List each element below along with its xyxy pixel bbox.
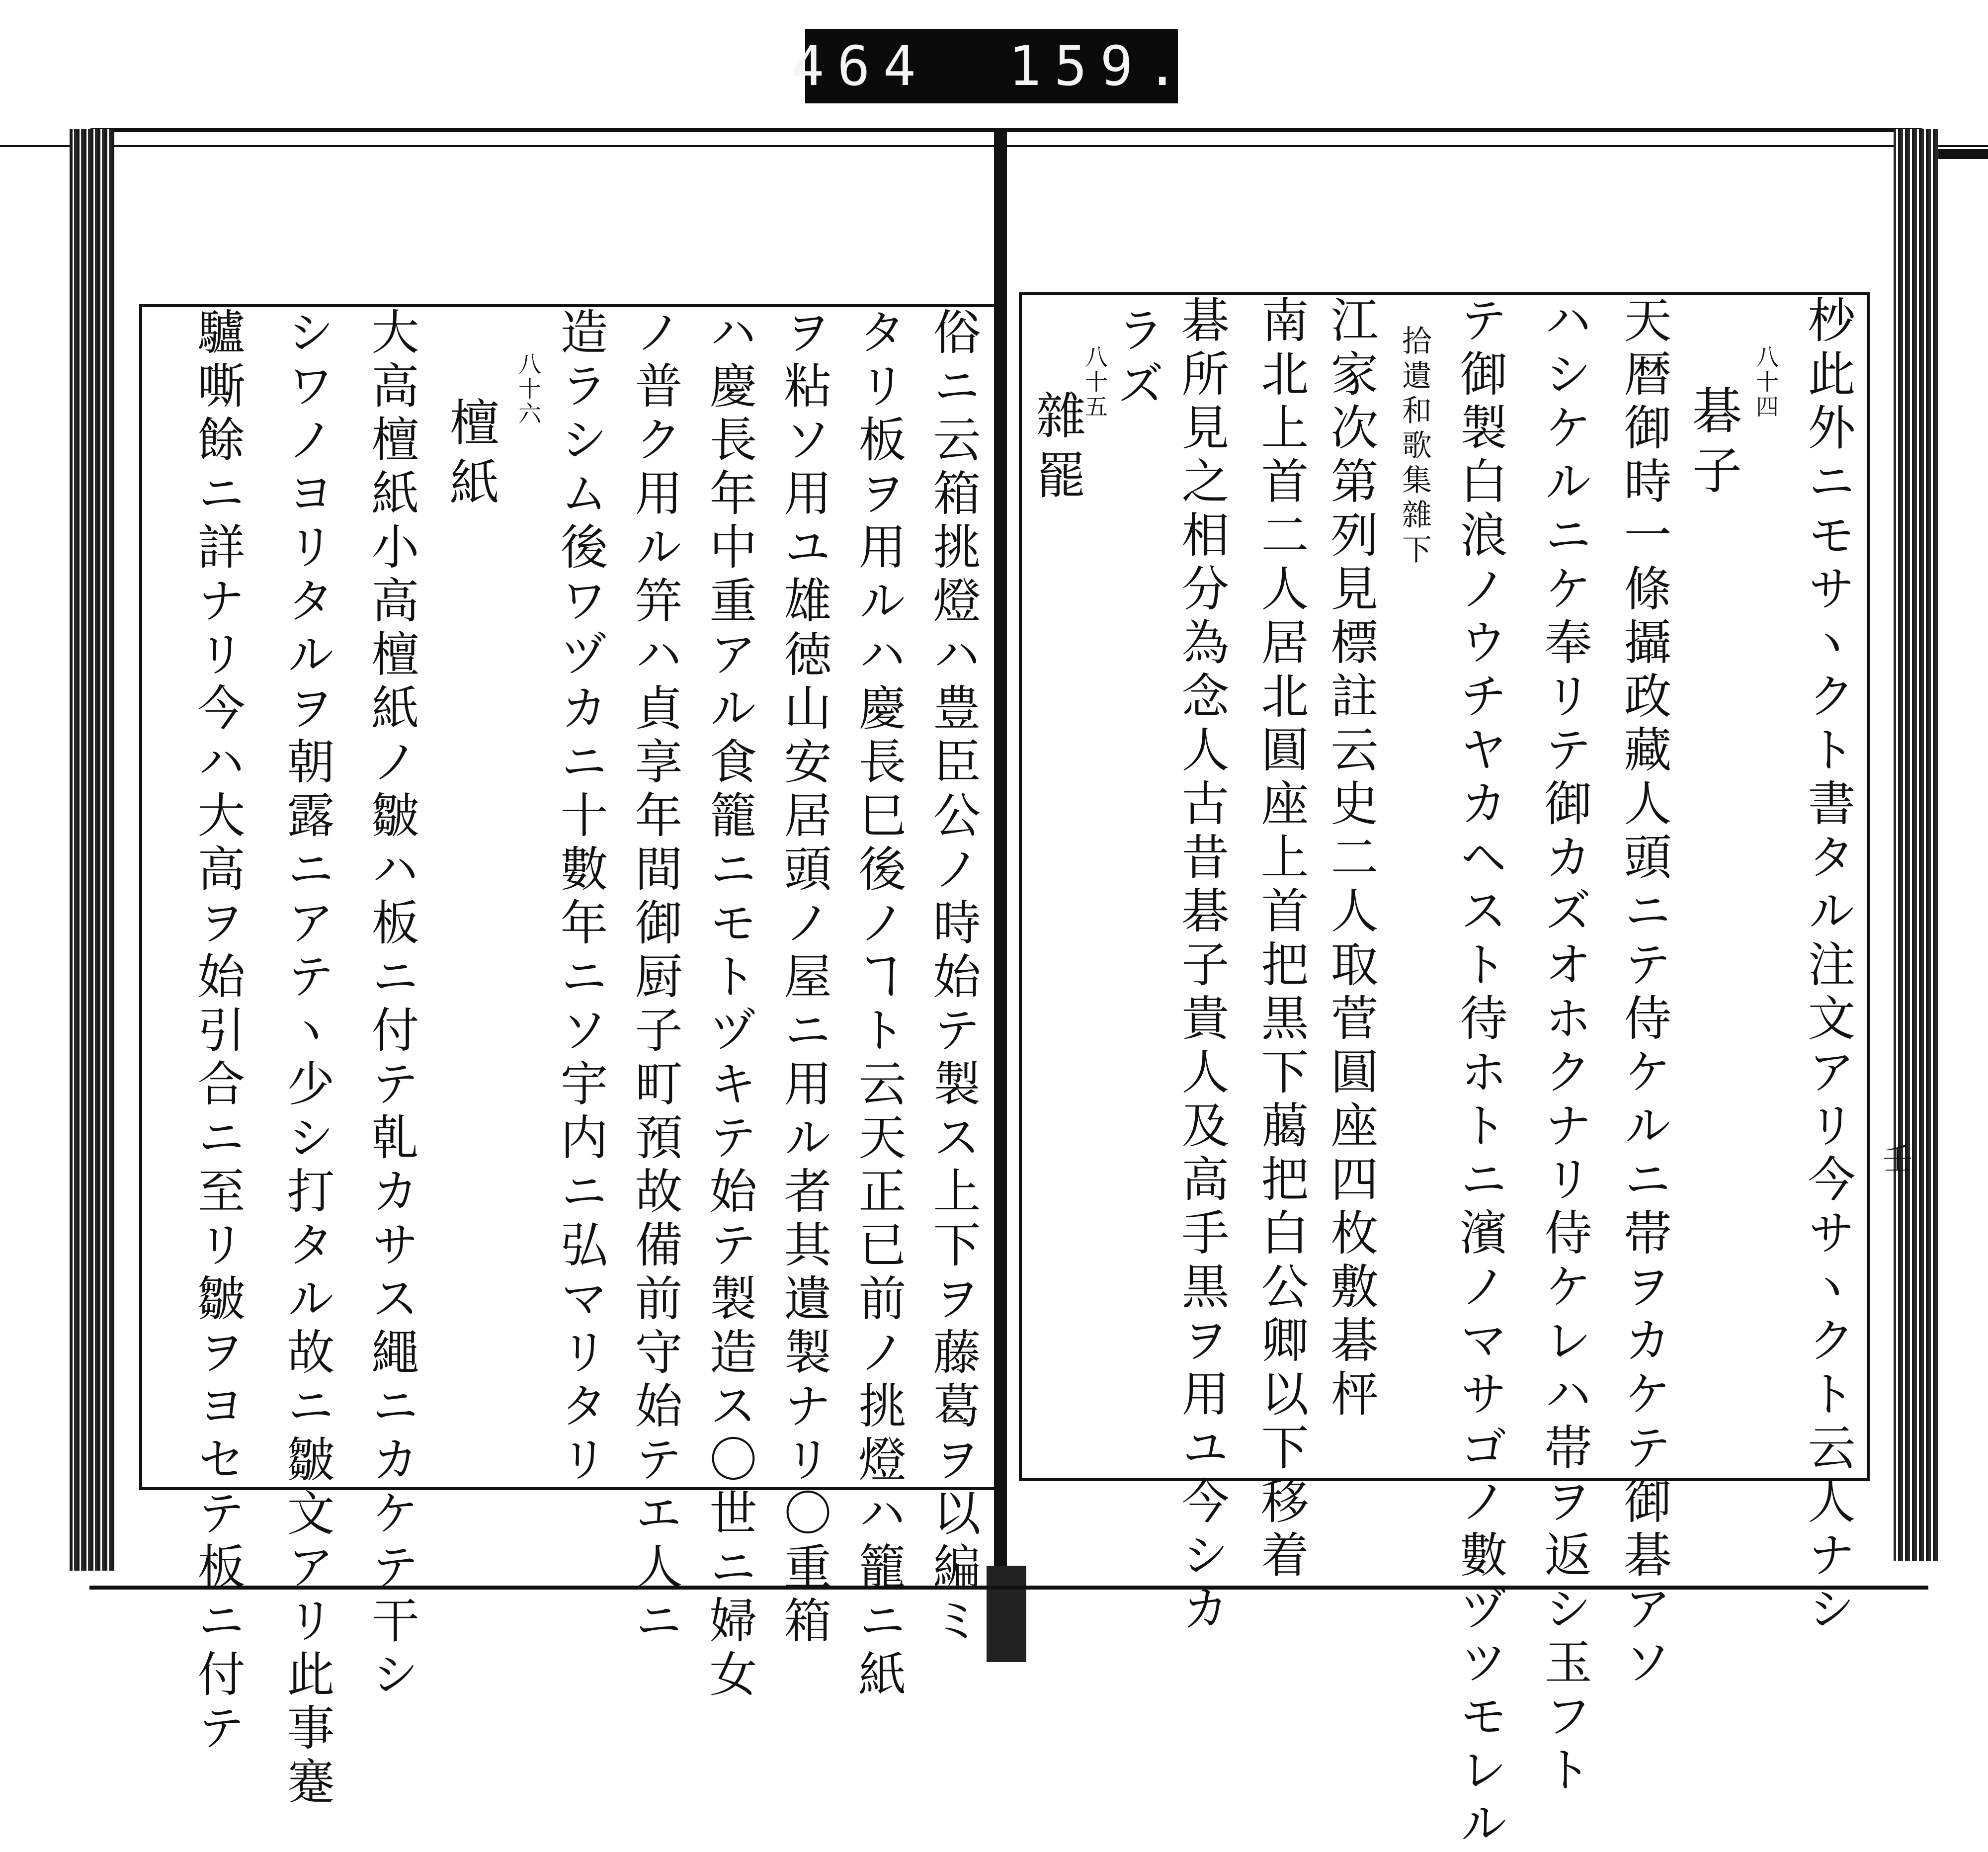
text-column: ハ慶長年中重アル食籠ニモトヅキテ始テ製造ス〇世ニ婦女 <box>702 307 757 1703</box>
text-column: シワノヨリタルヲ朝露ニアテヽ少シ打タル故ニ皺文アリ此事蹇 <box>279 307 335 1810</box>
book-fore-edge-left <box>70 129 114 1571</box>
section-heading: 檀紙 <box>441 397 499 516</box>
section-heading: 雜罷 <box>1028 390 1086 509</box>
section-heading: 碁子 <box>1684 385 1742 504</box>
text-column: ノ普ク用ル笄ハ貞享年間御厨子町預故備前守始テエ人ニ <box>627 307 683 1649</box>
text-column: 江家次第列見標註云史二人取菅圓座四枚敷碁枰 <box>1323 295 1379 1423</box>
film-number-right: 159. <box>1008 34 1192 98</box>
text-column: ラズ <box>1109 305 1165 413</box>
text-column: 南北上首二人居北圓座上首把黒下﨟把白公卿以下移着 <box>1253 295 1309 1584</box>
right-page-text-frame <box>1019 292 1870 1852</box>
text-column: 杪此外ニモサヽクト書タル注文アリ今サヽクト云人ナシ <box>1800 295 1856 1637</box>
section-number: 八十四 <box>1752 345 1779 420</box>
section-number: 八十六 <box>515 352 542 426</box>
text-column: ヲ粘ソ用ユ雄徳山安居頭ノ屋ニ用ル者其遺製ナリ〇重箱 <box>776 307 832 1649</box>
book-fore-edge-right <box>1894 129 1938 1561</box>
film-number-left: 464 <box>791 34 929 98</box>
page-marker: 壬 <box>1878 1143 1912 1173</box>
text-column: 驢嘶餘ニ詳ナリ今ハ大高ヲ始引合ニ至リ皺ヲヨセテ板ニ付テ <box>190 307 246 1757</box>
left-page-text-frame <box>139 304 1000 1810</box>
text-column: ハシケルニケ奉リテ御カズオホクナリ侍ケレハ帯ヲ返シ玉フト <box>1537 295 1592 1798</box>
text-column: 碁所見之相分為念人古昔碁子貴人及高手黒ヲ用ユ今シカ <box>1174 295 1230 1637</box>
text-column: テ御製白浪ノウチヤカヘスト待ホトニ濱ノマサゴノ數ヅツモレル <box>1452 295 1508 1852</box>
film-frame-label <box>791 29 1192 103</box>
section-number: 八十五 <box>1081 345 1108 420</box>
citation-column: 拾遺和歌集雜下 <box>1397 325 1432 569</box>
text-column: 俗ニ云箱挑燈ハ豊臣公ノ時始テ製ス上下ヲ藤葛ヲ以編ミ <box>925 307 981 1649</box>
text-column: タリ板ヲ用ルハ慶長巳後ノヿト云天正已前ノ挑燈ハ籠ニ紙 <box>851 307 907 1703</box>
text-column: 天暦御時一條攝政藏人頭ニテ侍ケルニ帯ヲカケテ御碁アソ <box>1616 295 1672 1691</box>
text-column: 大高檀紙小高檀紙ノ皺ハ板ニ付テ乹カサス繩ニカケテ干シ <box>364 307 419 1703</box>
text-column: 造ラシム後ワヅカニ十數年ニソ宇内ニ弘マリタリ <box>553 307 608 1488</box>
